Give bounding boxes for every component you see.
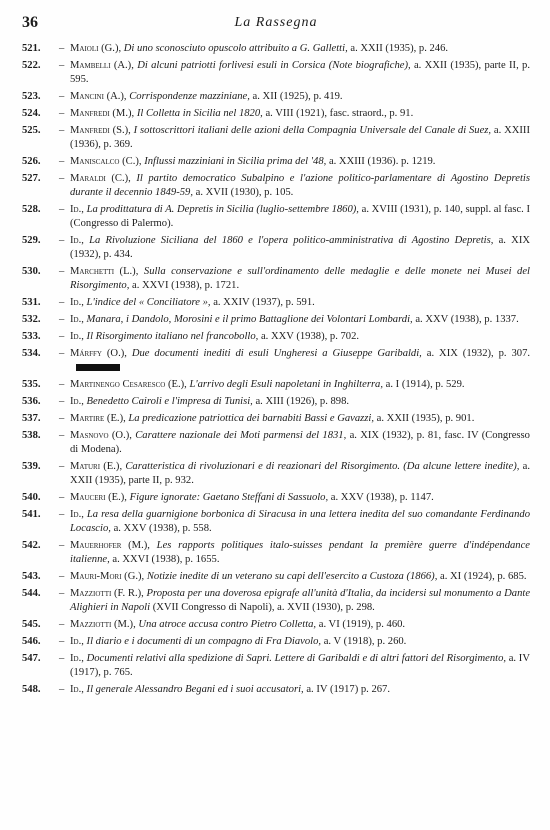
entry-title: L'arrivo degli Esuli napoletani in Inghilterra, — [189, 379, 384, 390]
bibliography-entry — [22, 570, 530, 584]
bibliography-entry — [22, 330, 530, 344]
entry-author: Id., — [70, 396, 84, 407]
entry-dash: – — [59, 413, 65, 424]
entry-author: Id., — [70, 509, 84, 520]
entry-author: Mazziotti (M.), — [70, 619, 136, 630]
entry-dash: – — [59, 235, 65, 246]
entry-number: 538. — [22, 430, 41, 441]
bibliography-entry — [22, 508, 530, 536]
entry-publication-details: a. XXII (1935), parte II, p. 595. — [70, 60, 530, 85]
bibliography-entry — [22, 460, 530, 488]
entry-number: 537. — [22, 413, 41, 424]
entry-author: Id., — [70, 204, 84, 215]
entry-citation — [70, 42, 530, 56]
entry-dash: – — [59, 571, 65, 582]
entry-publication-details: a. XIX (1932), p. 81, fasc. IV (Congresso di Modena). — [70, 430, 530, 455]
entry-title: La prodittatura di A. Depretis in Sicilia (luglio-settembre 1860), — [86, 204, 359, 215]
bibliography-entry — [22, 155, 530, 169]
bibliography-entry — [22, 124, 530, 152]
journal-title: La Rassegna — [234, 15, 318, 30]
entry-number: 529. — [22, 235, 41, 246]
entry-title: Proposta per una doverosa epigrafe all'unità d'Italia, da incidersi sul monumento a Dante Alighieri in Napoli — [70, 588, 531, 613]
entry-number: 543. — [22, 571, 41, 582]
entry-title: Notizie inedite di un veterano su capi dell'esercito a Custoza (1866), — [146, 571, 438, 582]
entry-dash: – — [59, 492, 65, 503]
entry-publication-details: a. XXV (1938), p. 1337. — [415, 314, 519, 325]
entry-title: La resa della guarnigione borbonica di Siracusa in una lettera inedita del suo comandante Ferdinando Locascio, — [70, 509, 530, 534]
entry-citation — [70, 587, 530, 615]
entry-citation — [70, 296, 530, 310]
entry-title: Corrispondenze mazziniane, — [129, 91, 250, 102]
entry-number: 530. — [22, 266, 41, 277]
entry-citation — [70, 172, 530, 200]
entry-citation — [70, 203, 530, 231]
entry-dash: – — [59, 125, 65, 136]
entry-publication-details: (XVII Congresso di Napoli), a. XVII (1930), p. 298. — [152, 602, 375, 613]
entry-publication-details: a. XVII (1930), p. 105. — [195, 187, 294, 198]
entry-citation — [70, 107, 530, 121]
entry-publication-details: a. XVIII (1931), p. 140, suppl. al fasc. I (Congresso di Palermo). — [70, 204, 531, 229]
entry-number: 523. — [22, 91, 41, 102]
entry-dash: – — [59, 204, 65, 215]
entry-dash: – — [59, 379, 65, 390]
entry-dash: – — [59, 91, 65, 102]
entry-author: Márffy (O.), — [70, 348, 127, 359]
bibliography-entry — [22, 395, 530, 409]
entry-citation — [70, 234, 530, 262]
entry-title: Figure ignorate: Gaetano Steffani di Sassuolo, — [129, 492, 329, 503]
entry-author: Id., — [70, 235, 84, 246]
entry-dash: – — [59, 461, 65, 472]
entry-dash: – — [59, 396, 65, 407]
entry-citation — [70, 635, 530, 649]
bibliography-entry — [22, 59, 530, 87]
entry-publication-details: a. XII (1925), p. 419. — [252, 91, 343, 102]
entry-title: Il Colletta in Sicilia nel 1820, — [136, 108, 263, 119]
entry-dash: – — [59, 314, 65, 325]
entry-title: La Rivoluzione Siciliana del 1860 e l'opera politico-amministrativa di Agostino Depretis, — [89, 235, 494, 246]
entry-dash: – — [59, 348, 65, 359]
entry-citation — [70, 429, 530, 457]
entry-dash: – — [59, 653, 65, 664]
entry-number: 545. — [22, 619, 41, 630]
entry-number: 522. — [22, 60, 41, 71]
entry-number: 524. — [22, 108, 41, 119]
entry-number: 536. — [22, 396, 41, 407]
entry-citation — [70, 570, 530, 584]
entry-publication-details: a. XIX (1932), p. 307. — [426, 348, 531, 359]
entry-author: Masnovo (O.), — [70, 430, 132, 441]
entry-author: Mambelli (A.), — [70, 60, 134, 71]
entry-title: Influssi mazziniani in Sicilia prima del '48, — [144, 156, 327, 167]
entry-author: Mauceri (E.), — [70, 492, 127, 503]
entry-dash: – — [59, 509, 65, 520]
entry-citation — [70, 59, 530, 87]
entry-number: 540. — [22, 492, 41, 503]
entry-number: 547. — [22, 653, 41, 664]
entry-author: Martire (E.), — [70, 413, 126, 424]
bibliography-entry — [22, 539, 530, 567]
entry-citation — [70, 155, 530, 169]
entry-author: Id., — [70, 314, 84, 325]
entry-title: Manara, i Dandolo, Morosini e il primo Battaglione dei Volontari Lombardi, — [86, 314, 413, 325]
entry-citation — [70, 508, 530, 536]
entry-publication-details: a. XXV (1938), p. 558. — [113, 523, 212, 534]
bibliography-entry — [22, 107, 530, 121]
bibliography-entry — [22, 265, 530, 293]
entry-number: 533. — [22, 331, 41, 342]
entry-citation — [70, 90, 530, 104]
entry-publication-details: a. VIII (1921), fasc. straord., p. 91. — [265, 108, 414, 119]
entry-citation — [70, 395, 530, 409]
bibliography-entry — [22, 652, 530, 680]
entry-dash: – — [59, 540, 65, 551]
entry-author: Mancini (A.), — [70, 91, 127, 102]
entry-publication-details: a. XXV (1938), p. 1147. — [330, 492, 434, 503]
entry-dash: – — [59, 173, 65, 184]
entry-publication-details: a. XXII (1935), p. 901. — [376, 413, 475, 424]
entry-citation — [70, 683, 530, 697]
entry-publication-details: a. XIII (1926), p. 898. — [255, 396, 350, 407]
entry-citation — [70, 491, 530, 505]
entry-title: I sottoscrittori italiani delle azioni della Compagnia Universale del Canale di Suez, — [133, 125, 492, 136]
entry-author: Mauerhofer (M.), — [70, 540, 150, 551]
entry-number: 521. — [22, 43, 41, 54]
entry-citation — [70, 347, 530, 375]
entry-title: L'indice del « Conciliatore », — [86, 297, 211, 308]
entry-citation — [70, 313, 530, 327]
entry-title: Sulla conservazione e sull'ordinamento delle medaglie e delle monete nei Musei del Risorgimento, — [70, 266, 530, 291]
entry-author: Id., — [70, 653, 84, 664]
entry-citation — [70, 460, 530, 488]
entry-publication-details: a. XXVI (1938), p. 1655. — [112, 554, 220, 565]
entry-title: La predicazione patriottica dei barnabiti Bassi e Gavazzi, — [128, 413, 375, 424]
entry-author: Manfredi (M.), — [70, 108, 135, 119]
entry-author: Maniscalco (C.), — [70, 156, 142, 167]
entry-title: Documenti relativi alla spedizione di Sapri. Lettere di Garibaldi e di altri fattori del Risorgimento, — [86, 653, 507, 664]
bibliography-entry — [22, 296, 530, 310]
bibliography-entry — [22, 90, 530, 104]
entry-publication-details: a. XXIII (1936), p. 369. — [70, 125, 530, 150]
entry-publication-details: a. XXV (1938), p. 702. — [260, 331, 360, 342]
entry-title: Di alcuni patriotti forlivesi esuli in Corsica (Note biografiche), — [137, 60, 411, 71]
entry-publication-details: a. XI (1924), p. 685. — [440, 571, 527, 582]
entry-number: 544. — [22, 588, 41, 599]
bibliography-entry — [22, 347, 530, 375]
entry-number: 525. — [22, 125, 41, 136]
entry-publication-details: a. XXII (1935), p. 246. — [350, 43, 449, 54]
entry-title: Carattere nazionale dei Moti parmensi del 1831, — [135, 430, 347, 441]
entry-dash: – — [59, 430, 65, 441]
entry-publication-details: a. XXVI (1938), p. 1721. — [132, 280, 240, 291]
page-number: 36 — [22, 14, 38, 31]
entry-citation — [70, 330, 530, 344]
entry-author: Marchetti (L.), — [70, 266, 139, 277]
bibliography-entry — [22, 587, 530, 615]
entry-number: 548. — [22, 684, 41, 695]
bibliography-entry — [22, 313, 530, 327]
entry-citation — [70, 652, 530, 680]
entry-publication-details: a. XIX (1932), p. 434. — [70, 235, 531, 260]
entry-title: Il partito democratico Subalpino e l'azione politico-parlamentare di Agostino Depretis durante il decennio 1849-59, — [70, 173, 530, 198]
entry-author: Mauri-Mori (G.), — [70, 571, 145, 582]
entry-author: Id., — [70, 636, 84, 647]
entry-title: Il generale Alessandro Begani ed i suoi accusatori, — [86, 684, 304, 695]
entry-number: 531. — [22, 297, 41, 308]
entry-title: Una atroce accusa contro Pietro Colletta, — [138, 619, 317, 630]
entry-number: 541. — [22, 509, 41, 520]
entry-number: 526. — [22, 156, 41, 167]
entry-publication-details: a. IV (1917) p. 267. — [306, 684, 391, 695]
entry-dash: – — [59, 156, 65, 167]
entry-citation — [70, 539, 530, 567]
running-head — [22, 12, 530, 36]
entry-dash: – — [59, 60, 65, 71]
entry-author: Manfredi (S.), — [70, 125, 131, 136]
entry-number: 542. — [22, 540, 41, 551]
entry-dash: – — [59, 619, 65, 630]
entry-dash: – — [59, 266, 65, 277]
bibliography-entry — [22, 683, 530, 697]
bibliography-entry — [22, 429, 530, 457]
entry-publication-details: a. VI (1919), p. 460. — [318, 619, 406, 630]
entry-number: 539. — [22, 461, 41, 472]
entry-citation — [70, 412, 530, 426]
entry-dash: – — [59, 684, 65, 695]
entry-author: Maturi (E.), — [70, 461, 123, 472]
entry-dash: – — [59, 636, 65, 647]
bibliography-entry — [22, 635, 530, 649]
entry-publication-details: a. IV (1917), p. 765. — [70, 653, 530, 678]
entry-citation — [70, 378, 530, 392]
entry-number: 532. — [22, 314, 41, 325]
entry-author: Martinengo Cesaresco (E.), — [70, 379, 187, 390]
entry-author: Id., — [70, 331, 84, 342]
entry-title: Benedetto Cairoli e l'impresa di Tunisi, — [86, 396, 253, 407]
entry-author: Id., — [70, 684, 84, 695]
bibliography-entry — [22, 42, 530, 56]
entry-title: Il diario e i documenti di un compagno di Fra Diavolo, — [86, 636, 322, 647]
entry-number: 528. — [22, 204, 41, 215]
bibliography-entry — [22, 618, 530, 632]
entry-title: Caratteristica di rivoluzionari e di reazionari del Risorgimento. (Da alcune lettere inedite), — [125, 461, 520, 472]
entry-author: Maraldi (C.), — [70, 173, 131, 184]
bibliography-entry — [22, 412, 530, 426]
entry-title: Di uno sconosciuto opuscolo attribuito a G. Galletti, — [123, 43, 348, 54]
entry-dash: – — [59, 43, 65, 54]
entry-number: 534. — [22, 348, 41, 359]
entry-number: 527. — [22, 173, 41, 184]
entry-publication-details: a. XXIV (1937), p. 591. — [213, 297, 315, 308]
bibliography-entry — [22, 203, 530, 231]
entry-dash: – — [59, 297, 65, 308]
entry-author: Id., — [70, 297, 84, 308]
entry-number: 535. — [22, 379, 41, 390]
entry-number: 546. — [22, 636, 41, 647]
entry-publication-details: a. V (1918), p. 260. — [323, 636, 407, 647]
entry-author: Maioli (G.), — [70, 43, 122, 54]
entry-citation — [70, 618, 530, 632]
entry-citation — [70, 265, 530, 293]
bibliography-entry — [22, 172, 530, 200]
entry-author: Mazziotti (F. R.), — [70, 588, 144, 599]
bibliography-entry — [22, 234, 530, 262]
ink-blot — [76, 364, 120, 371]
entry-title: Les rapports politiques italo-suisses pendant la première guerre d'indépendance italienne, — [70, 540, 530, 565]
entry-citation — [70, 124, 530, 152]
bibliography-entry — [22, 491, 530, 505]
entry-publication-details: a. I (1914), p. 529. — [385, 379, 465, 390]
entry-dash: – — [59, 331, 65, 342]
entry-title: Due documenti inediti di esuli Ungheresi a Giuseppe Garibaldi, — [131, 348, 422, 359]
entry-title: Il Risorgimento italiano nel francobollo, — [86, 331, 259, 342]
bibliography-list — [22, 42, 530, 697]
entry-dash: – — [59, 588, 65, 599]
entry-dash: – — [59, 108, 65, 119]
entry-publication-details: a. XXIII (1936). p. 1219. — [328, 156, 436, 167]
bibliography-entry — [22, 378, 530, 392]
entry-publication-details: a. XXII (1935), parte II, p. 932. — [70, 461, 530, 486]
